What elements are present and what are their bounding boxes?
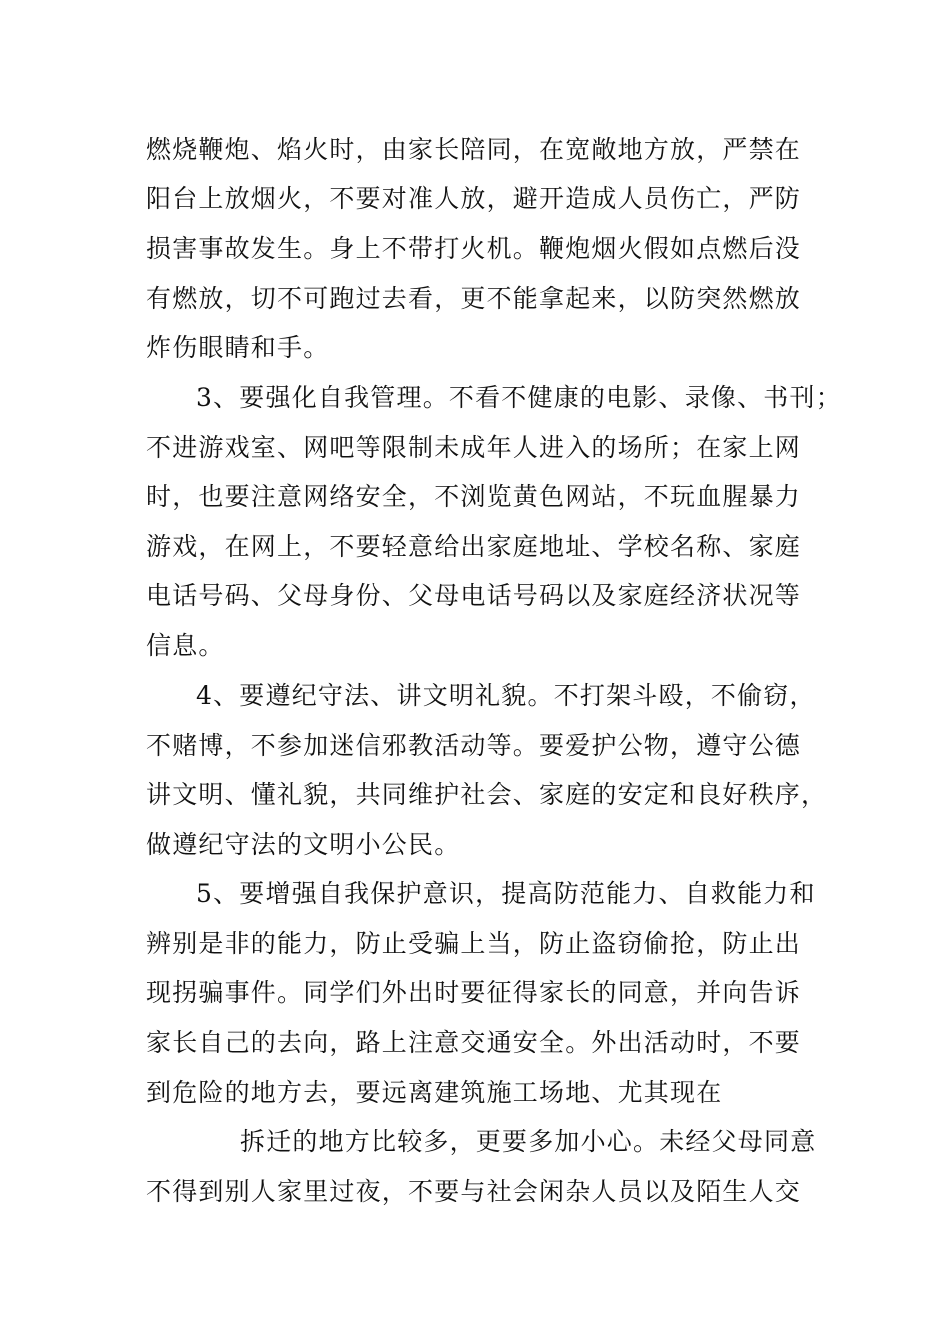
text-line: 有燃放，切不可跑过去看，更不能拿起来，以防突然燃放: [146, 284, 802, 313]
text-line: 做遵纪守法的文明小公民。: [146, 830, 461, 859]
text-line: 阳台上放烟火，不要对准人放，避开造成人员伤亡，严防: [146, 184, 802, 213]
paragraph-3-first-line: 3、要强化自我管理。不看不健康的电影、录像、书刊；: [196, 383, 842, 412]
text-line: 燃烧鞭炮、焰火时，由家长陪同，在宽敞地方放，严禁在: [146, 135, 802, 164]
text-line: 家长自己的去向，路上注意交通安全。外出活动时，不要: [146, 1028, 802, 1057]
text-line: 现拐骗事件。同学们外出时要征得家长的同意，并向告诉: [146, 978, 802, 1007]
text-line: 时，也要注意网络安全，不浏览黄色网站，不玩血腥暴力: [146, 482, 802, 511]
text-line: 不赌博，不参加迷信邪教活动等。要爱护公物，遵守公德: [146, 731, 802, 760]
text-line: 游戏，在网上，不要轻意给出家庭地址、学校名称、家庭: [146, 532, 802, 561]
text-line: 讲文明、懂礼貌，共同维护社会、家庭的安定和良好秩序，: [146, 780, 828, 809]
text-line: 损害事故发生。身上不带打火机。鞭炮烟火假如点燃后没: [146, 234, 802, 263]
paragraph-4-first-line: 4、要遵纪守法、讲文明礼貌。不打架斗殴，不偷窃，: [196, 681, 816, 710]
text-line: 到危险的地方去，要远离建筑施工场地、尤其现在: [146, 1078, 723, 1107]
text-line: 不得到别人家里过夜，不要与社会闲杂人员以及陌生人交: [146, 1177, 802, 1206]
paragraph-5-first-line: 5、要增强自我保护意识，提高防范能力、自救能力和: [196, 879, 816, 908]
text-line: 辨别是非的能力，防止受骗上当，防止盗窃偷抢，防止出: [146, 929, 802, 958]
text-line: 炸伤眼睛和手。: [146, 333, 330, 362]
text-line: 不进游戏室、网吧等限制未成年人进入的场所；在家上网: [146, 433, 802, 462]
text-line: 电话号码、父母身份、父母电话号码以及家庭经济状况等: [146, 581, 802, 610]
indented-continuation-line: 拆迁的地方比较多，更要多加小心。未经父母同意: [240, 1127, 817, 1156]
text-line: 信息。: [146, 631, 225, 660]
